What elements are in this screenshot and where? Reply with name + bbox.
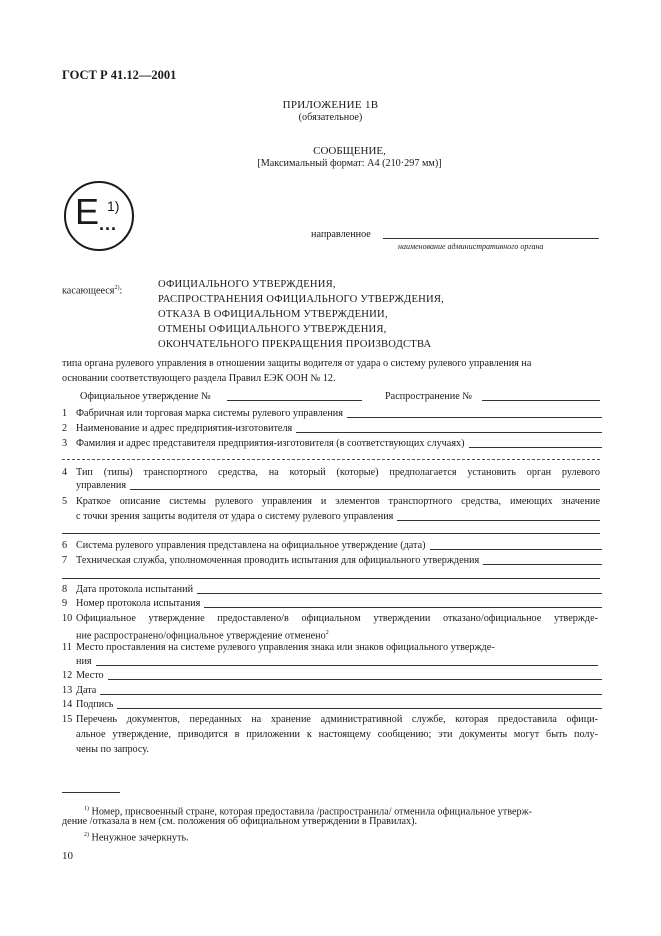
sender-caption: наименование административного органа (398, 242, 544, 251)
concerning-label: касающееся$^{2)}$: (62, 285, 123, 297)
concerning-item: ОТКАЗА В ОФИЦИАЛЬНОМ УТВЕРЖДЕНИИ, (158, 309, 388, 320)
approval-number-label: Официальное утверждение № (80, 391, 211, 402)
item-9-field[interactable] (204, 607, 602, 608)
form-item-10-number: 10 (62, 613, 73, 624)
form-item-15-text: чены по запросу. (76, 744, 149, 755)
form-item-9: 9 Номер протокола испытания (62, 598, 602, 610)
sender-field[interactable] (383, 238, 599, 239)
form-item-11-text: Место проставления на системе рулевого управления знака или знаков официального утвержде- (76, 642, 495, 653)
form-item-5-line2: с точки зрения защиты водителя от удара о систему рулевого управления (76, 511, 600, 523)
intro-line: основании соответствующего раздела Правил ЕЭК ООН № 12. (62, 373, 336, 384)
footnote-1: $^{1)}$ Номер, присвоенный стране, которая предоставила /распространила/ отменила официальное утверж- (84, 806, 533, 818)
sender-label: направленное (311, 229, 371, 240)
annex-title: ПРИЛОЖЕНИЕ 1В (282, 99, 379, 111)
item-6-field[interactable] (430, 549, 602, 550)
form-item-12: 12 Место (62, 670, 602, 682)
form-item-11-number: 11 (62, 642, 72, 653)
item-3-field[interactable] (469, 447, 603, 448)
form-item-6: 6 Система рулевого управления представлена на официальное утверждение (дата) (62, 540, 602, 552)
footnote-2: $^{2)}$ Ненужное зачеркнуть. (84, 832, 189, 844)
form-item-14: 14 Подпись (62, 699, 602, 711)
item-1-field[interactable] (347, 417, 602, 418)
item-11-field[interactable] (96, 665, 598, 666)
item-14-field[interactable] (117, 708, 602, 709)
item-5-continuation[interactable] (62, 533, 600, 534)
item-3-continuation[interactable] (62, 459, 600, 460)
item-7-field[interactable] (483, 564, 602, 565)
extension-number-field[interactable] (482, 400, 600, 401)
extension-number-label: Распространение № (385, 391, 472, 402)
form-item-5-text: Краткое описание системы рулевого управления и элементов транспортного средства, имеющих значение (76, 496, 600, 507)
item-13-field[interactable] (100, 694, 602, 695)
form-item-4-text: Тип (типы) транспортного средства, на который (которые) предполагается установить орган рулевого (76, 467, 600, 478)
form-item-10-line2: ние распространено/официальное утверждение отменено$^2$ (76, 630, 329, 642)
emblem-footnote-mark: 1) (107, 198, 120, 214)
item-5-field[interactable] (397, 520, 600, 521)
form-item-7: 7 Техническая служба, уполномоченная проводить испытания для официального утверждения (62, 555, 602, 567)
form-item-2: 2 Наименование и адрес предприятия-изготовителя (62, 423, 602, 435)
item-2-field[interactable] (296, 432, 602, 433)
emblem-letter: E (75, 191, 100, 232)
form-item-10-text: Официальное утверждение предоставлено/в официальном утверждении отказано/официальное утвержде- (76, 613, 598, 624)
form-item-15-text: альное утверждение, приводится в приложении к настоящему сообщению; эти документы могут быть полу- (76, 729, 598, 740)
form-item-15-number: 15 (62, 714, 73, 725)
concerning-item: РАСПРОСТРАНЕНИЯ ОФИЦИАЛЬНОГО УТВЕРЖДЕНИЯ, (158, 294, 444, 305)
message-title: СООБЩЕНИЕ, (313, 145, 386, 157)
form-item-5-number: 5 (62, 496, 68, 507)
form-item-3: 3 Фамилия и адрес представителя предприятия-изготовителя (в соответствующих случаях) (62, 438, 602, 450)
form-item-1: 1 Фабричная или торговая марка системы рулевого управления (62, 408, 602, 420)
item-4-field[interactable] (130, 489, 600, 490)
concerning-item: ОКОНЧАТЕЛЬНОГО ПРЕКРАЩЕНИЯ ПРОИЗВОДСТВА (158, 339, 432, 350)
form-item-13: 13 Дата (62, 685, 602, 697)
concerning-item: ОФИЦИАЛЬНОГО УТВЕРЖДЕНИЯ, (158, 279, 336, 290)
message-format: [Максимальный формат: А4 (210·297 мм)] (257, 158, 442, 169)
document-code: ГОСТ Р 41.12—2001 (62, 68, 177, 82)
annex-subtitle: (обязательное) (298, 112, 363, 123)
form-item-8: 8 Дата протокола испытаний (62, 584, 602, 596)
form-item-4-line2: управления (76, 480, 600, 492)
item-7-continuation[interactable] (62, 578, 600, 579)
concerning-item: ОТМЕНЫ ОФИЦИАЛЬНОГО УТВЕРЖДЕНИЯ, (158, 324, 387, 335)
item-12-field[interactable] (108, 679, 602, 680)
form-item-15-text: Перечень документов, переданных на хранение административной службе, которая предоставила офици- (76, 714, 598, 725)
footnote-1-continuation: дение /отказала в нем (см. положения об официальном утверждении в Правилах). (62, 816, 418, 827)
item-8-field[interactable] (197, 593, 602, 594)
intro-line: типа органа рулевого управления в отношении защиты водителя от удара о систему рулевого управления на (62, 358, 532, 369)
form-item-11-line2: ния (76, 656, 598, 668)
footnote-separator (62, 792, 120, 793)
page-number: 10 (62, 850, 73, 862)
approval-mark-emblem (63, 180, 135, 252)
approval-number-field[interactable] (227, 400, 362, 401)
form-item-4-number: 4 (62, 467, 68, 478)
emblem-dots: ... (99, 214, 118, 234)
